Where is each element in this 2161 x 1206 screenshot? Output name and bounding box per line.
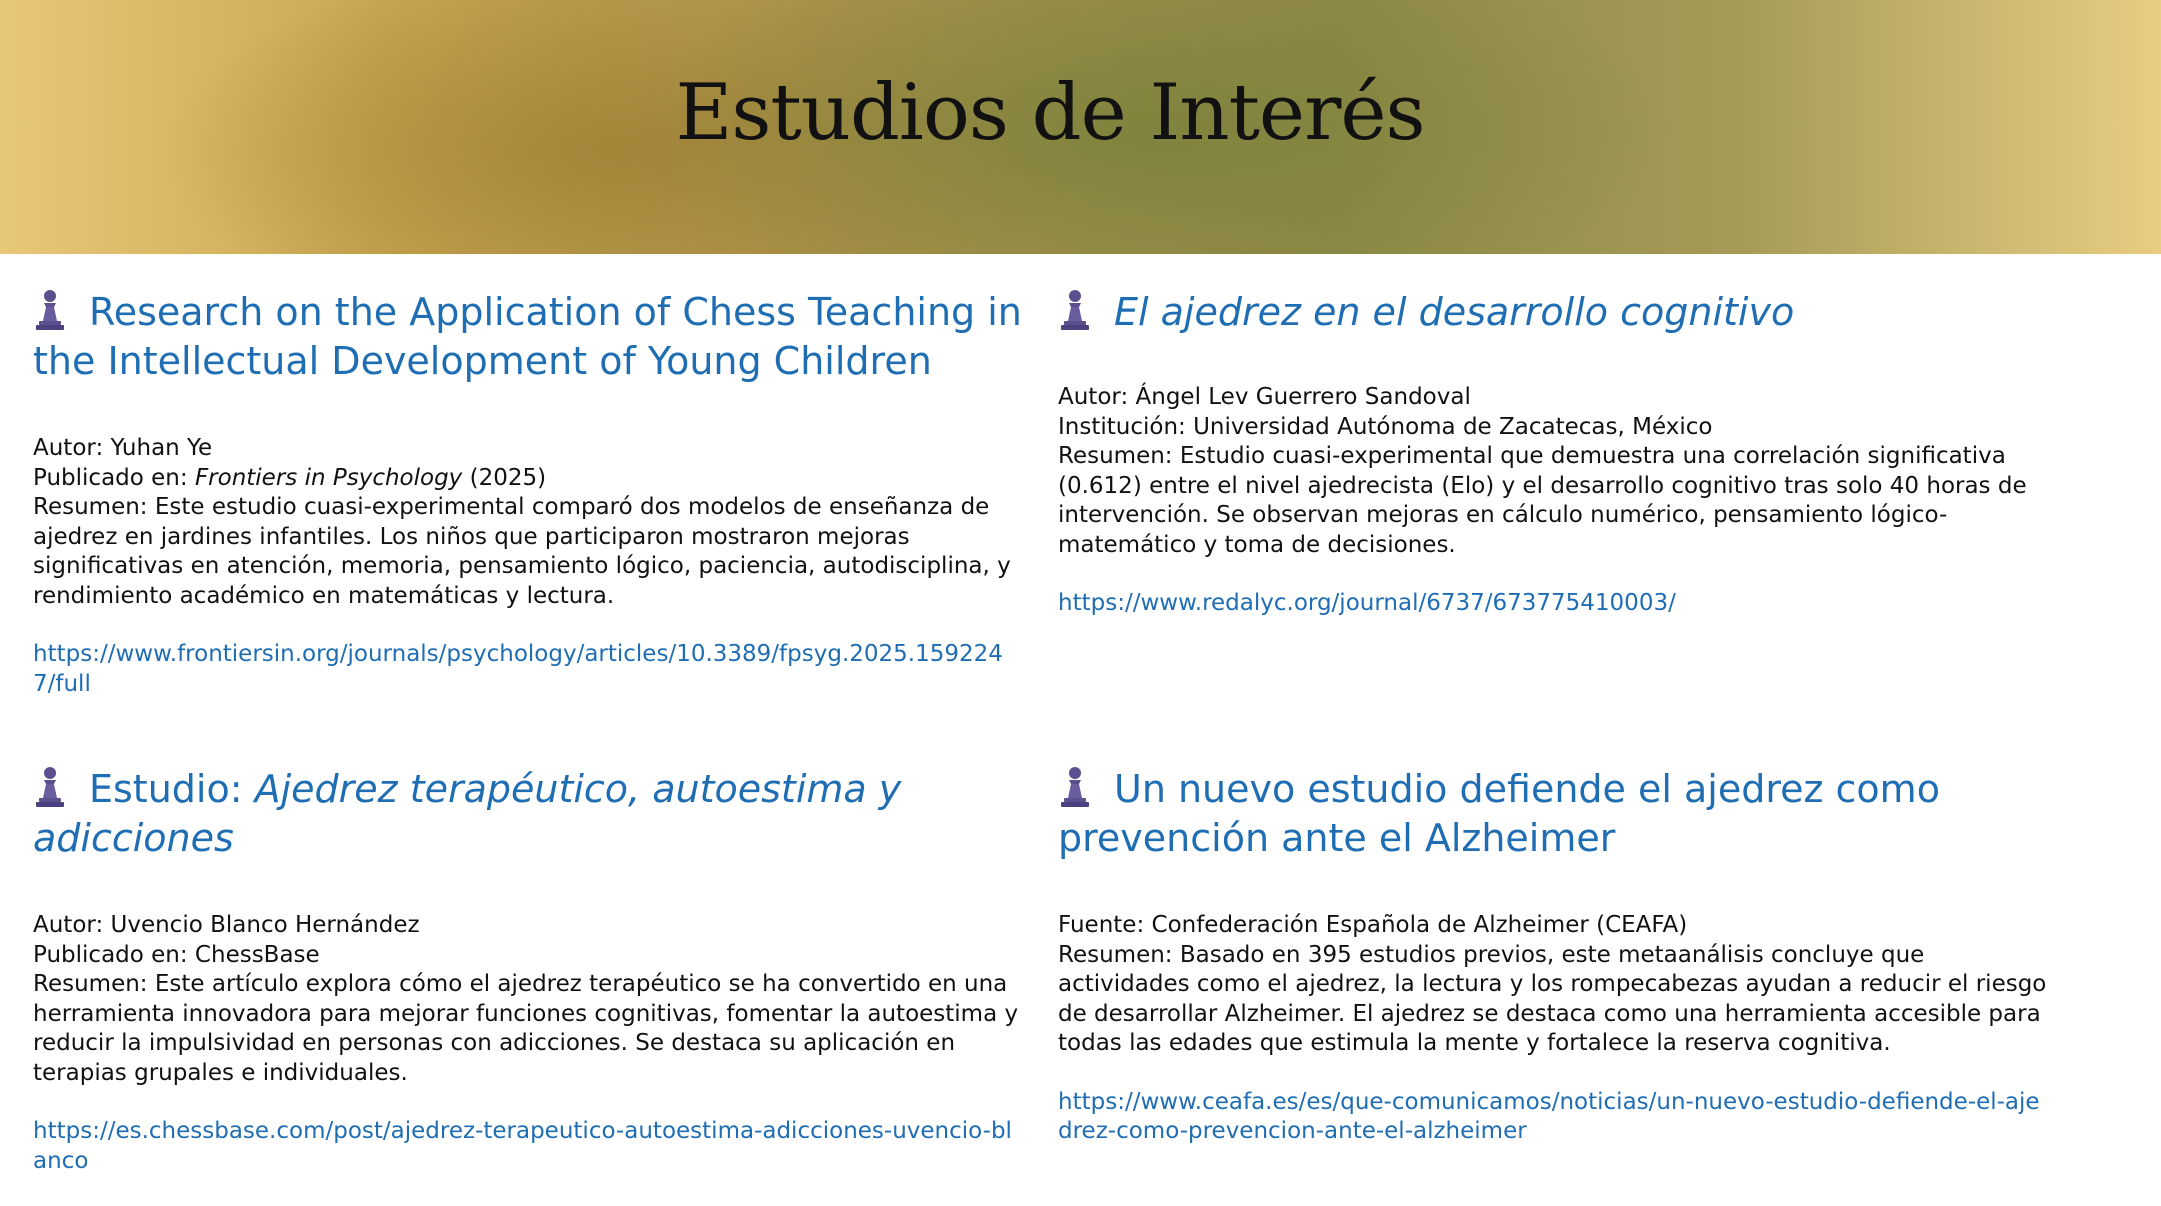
study-card-chess-teaching <box>33 288 1023 699</box>
card-source: Fuente: Confederación Española de Alzheimer (CEAFA) <box>1058 912 1688 938</box>
header-banner <box>0 0 2161 254</box>
published-journal: Frontiers in Psychology <box>194 464 463 491</box>
card-link[interactable]: https://www.ceafa.es/es/que-comunicamos/noticias/un-nuevo-estudio-defiende-el-ajedrez-como-prevencion-ante-el-alzheimer <box>1058 1088 2040 1144</box>
study-card-alzheimer <box>1058 765 2048 1147</box>
card-title <box>33 288 1023 386</box>
card-meta <box>33 911 1023 1088</box>
card-published: Publicado en: ChessBase <box>33 941 320 968</box>
card-author: Autor: Ángel Lev Guerrero Sandoval <box>1058 384 1471 410</box>
study-card-therapeutic-chess <box>33 765 1023 1176</box>
card-title <box>1058 765 2048 863</box>
chess-pawn-icon <box>1058 766 1092 808</box>
published-suffix: (2025) <box>462 464 547 491</box>
card-link[interactable]: https://www.redalyc.org/journal/6737/673775410003/ <box>1058 590 1676 616</box>
card-meta <box>1058 383 2048 560</box>
card-summary: Resumen: Basado en 395 estudios previos, este metaanálisis concluye que actividades como el ajedrez, la lectura y los rompecabezas ayudan a reducir el riesgo de desarrollar Alzheimer. El ajedrez se destaca como una herramienta accesible para todas las edades que estimula la mente y fortalece la reserva cognitiva. <box>1058 941 2047 1056</box>
card-summary: Resumen: Este estudio cuasi-experimental comparó dos modelos de enseñanza de ajedrez en jardines infantiles. Los niños que participaron mostraron mejoras significativas en atención, memoria, pensamiento lógico, paciencia, autodisciplina, y rendimiento académico en matemáticas y lectura. <box>33 494 1011 609</box>
card-link[interactable]: https://es.chessbase.com/post/ajedrez-terapeutico-autoestima-adicciones-uvencio-blanco <box>33 1118 1012 1174</box>
card-summary: Resumen: Estudio cuasi-experimental que demuestra una correlación significativa (0.612) entre el nivel ajedrecista (Elo) y el desarrollo cognitivo tras solo 40 horas de intervención. Se observan mejoras en cálculo numérico, pensamiento lógico-matemático y toma de decisiones. <box>1058 443 2027 558</box>
chess-pawn-icon <box>33 766 67 808</box>
chess-pawn-icon <box>1058 289 1092 331</box>
card-author: Autor: Uvencio Blanco Hernández <box>33 912 420 938</box>
card-published <box>33 464 1023 494</box>
card-link[interactable]: https://www.frontiersin.org/journals/psychology/articles/10.3389/fpsyg.2025.1592247/full <box>33 641 1003 697</box>
card-author: Autor: Yuhan Ye <box>33 435 213 461</box>
chess-pawn-icon <box>33 289 67 331</box>
card-meta <box>1058 911 2048 1059</box>
card-summary: Resumen: Este artículo explora cómo el ajedrez terapéutico se ha convertido en una herramienta innovadora para mejorar funciones cognitivas, fomentar la autoestima y reducir la impulsividad en personas con adicciones. Se destaca su aplicación en terapias grupales e individuales. <box>33 971 1019 1086</box>
card-title-italic: Ajedrez terapéutico, autoestima y adicciones <box>33 767 902 860</box>
card-title-text: El ajedrez en el desarrollo cognitivo <box>1114 290 1795 334</box>
card-institution: Institución: Universidad Autónoma de Zacatecas, México <box>1058 413 1713 440</box>
card-meta <box>33 434 1023 611</box>
page-title: Estudios de Interés <box>675 68 1425 158</box>
card-title-prefix: Estudio: <box>89 767 255 811</box>
card-title <box>33 765 1023 863</box>
card-title-text: Research on the Application of Chess Teaching in the Intellectual Development of Young Children <box>33 290 1022 383</box>
card-title <box>1058 288 2048 337</box>
published-prefix: Publicado en: <box>33 464 195 491</box>
card-title-text: Un nuevo estudio defiende el ajedrez como prevención ante el Alzheimer <box>1058 767 1940 860</box>
study-card-cognitive-development <box>1058 288 2048 619</box>
